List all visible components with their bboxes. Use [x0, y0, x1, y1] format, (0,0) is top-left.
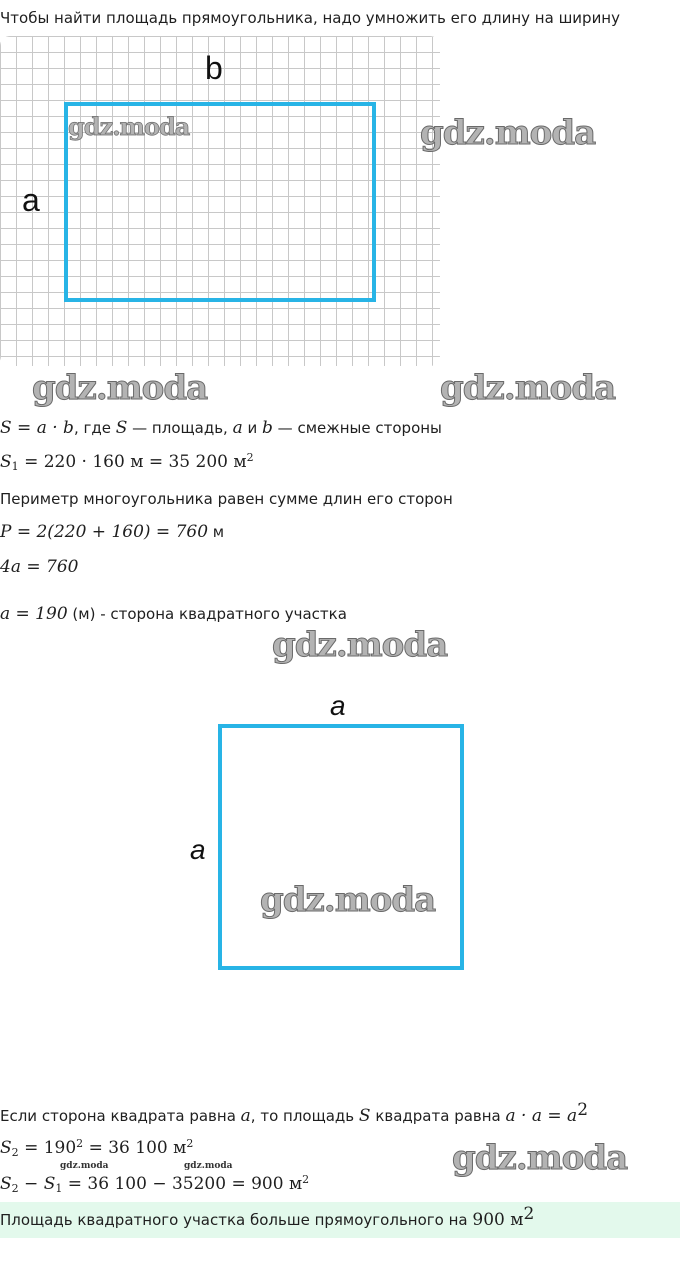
watermark-logo: gdz.moda — [452, 1138, 628, 1178]
square-label-left: a — [190, 834, 206, 865]
s2-calculation: $S_2 = 190^2 = 36$ 100 $м^2$ — [0, 1137, 194, 1159]
area-formula: S = a · b, где S — площадь, a и b — смежные стороны — [0, 418, 442, 438]
watermark-logo: gdz.moda — [420, 113, 596, 153]
square-label-top: a — [330, 690, 346, 721]
watermark-logo: gdz.moda — [260, 880, 436, 920]
four-a-equation: 4a = 760 — [0, 557, 79, 577]
watermark-logo: gdz.moda — [68, 112, 190, 141]
square — [218, 724, 464, 970]
square-area-text: Если сторона квадрата равна a, то площадь S квадрата равна $a \cdot a = a^2$ — [0, 1100, 589, 1126]
perimeter-calculation: P = 2(220 + 160) = 760 м — [0, 522, 225, 542]
area-formula-eq: S = a · b — [0, 418, 74, 438]
watermark-logo: gdz.moda — [184, 1161, 233, 1171]
watermark-logo: gdz.moda — [272, 625, 448, 665]
intro-text: Чтобы найти площадь прямоугольника, надо умножить его длину на ширину — [0, 9, 620, 27]
watermark-logo: gdz.moda — [60, 1161, 109, 1171]
s1-calculation: $S_1 = 220 \cdot 160$ м = 35 200 $м^2$ — [0, 451, 254, 473]
watermark-logo: gdz.moda — [440, 368, 616, 408]
difference-calculation: $S_2 - S_1 = 36$ 100 − 35200 = 900 $м^2$ — [0, 1173, 310, 1195]
label-a: a — [22, 182, 40, 218]
watermark-logo: gdz.moda — [32, 368, 208, 408]
answer-text: Площадь квадратного участка больше прямоугольного на 900 $м^2$ — [0, 1204, 535, 1230]
perimeter-intro: Периметр многоугольника равен сумме длин его сторон — [0, 490, 453, 508]
a-value-line: a = 190 (м) - сторона квадратного участка — [0, 604, 347, 624]
label-b: b — [205, 50, 223, 86]
